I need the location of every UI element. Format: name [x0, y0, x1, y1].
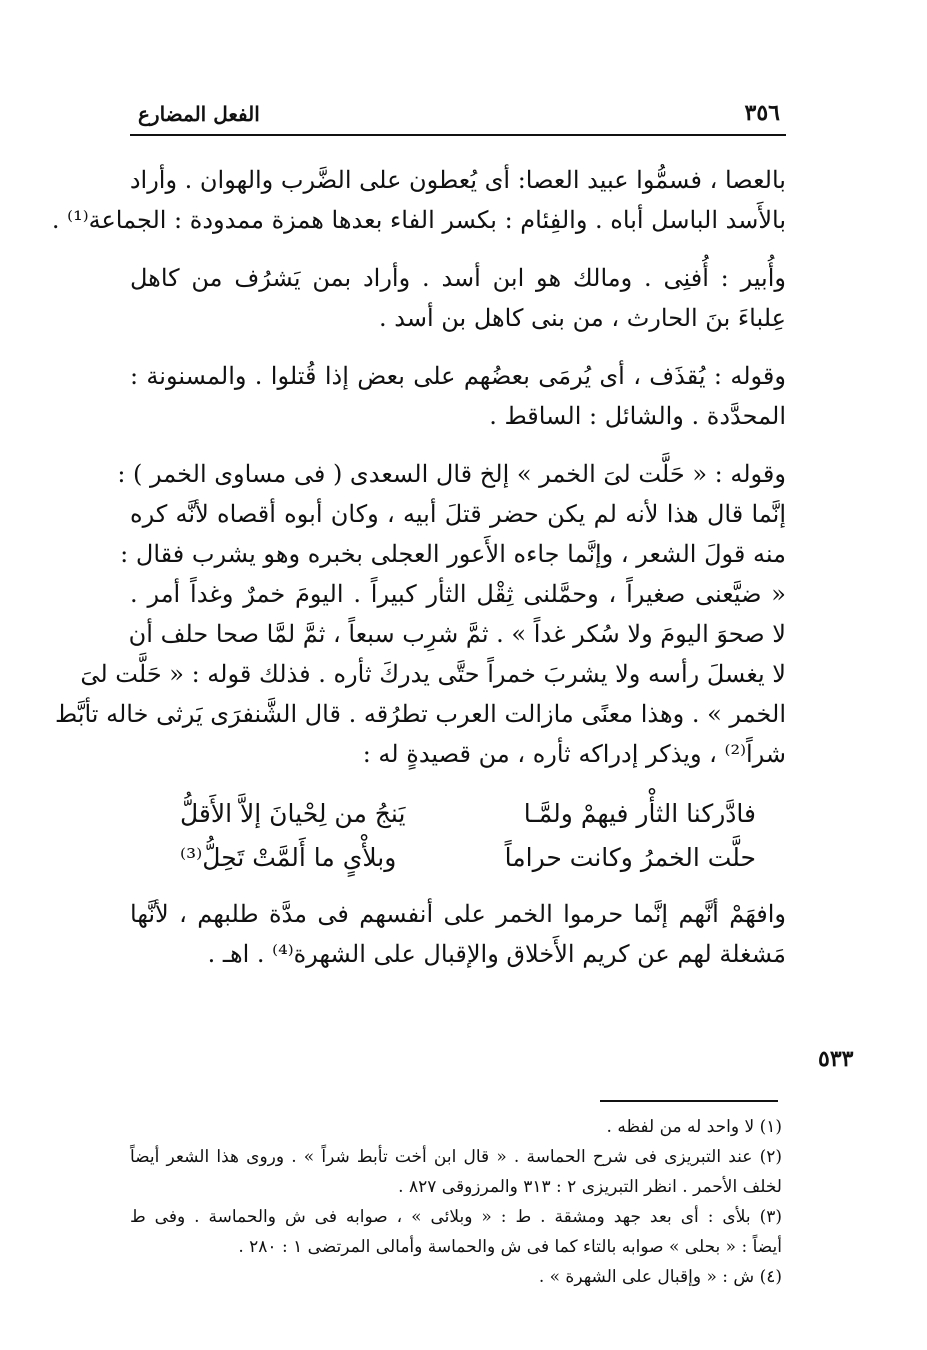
text-line: « ضيَّعنى صغيراً ، وحمَّلنى ثِقْل الثأر كبيراً . اليومَ خمرٌ وغداً أمر .: [130, 580, 786, 608]
second-hemistich: يَنجُ من لِحْيانَ إلاَّ الأَقلُّ: [180, 799, 406, 828]
text-line: منه قولَ الشعر ، وإنَّما جاءه الأَعور العجلى بخبره وهو يشرب فقال :: [120, 540, 786, 568]
main-text: [51, 160, 786, 992]
text-line: مَشغلة لهم عن كريم الأَخلاق والإقبال على الشهرة⁽⁴⁾ . اهـ .: [207, 940, 786, 968]
closing-paragraph: [130, 894, 786, 974]
paragraph-3: [130, 356, 786, 436]
text-line: بالعصا ، فسمُّوا عبيد العصا: أى يُعطون على الضَّرب والهوان . وأراد: [129, 166, 786, 194]
paragraph-2: [130, 258, 786, 338]
poem: [130, 792, 786, 880]
text-line: لا يغسلَ رأسه ولا يشربَ خمراً حتَّى يدركَ ثأره . فذلك قوله : « حَلَّت لىَ: [80, 660, 786, 688]
footnote-line: (٢) عند التبريزى فى شرح الحماسة . « قال ابن أخت تأبط شراً » . وروى هذا الشعر أيضاً: [130, 1147, 782, 1167]
first-hemistich: فادَّركنا الثأْر فيهمْ ولمَّـا: [523, 799, 756, 828]
paragraph-1: [51, 160, 786, 240]
paragraph-4: [55, 454, 786, 774]
text-line: شراً⁽²⁾ ، ويذكر إدراكه ثأره ، من قصيدةٍ له :: [362, 740, 786, 768]
text-line: إنَّما قال هذا لأنه لم يكن حضر قتلَ أبيه ، وكان أبوه أقصاه لأنَّه كره: [130, 500, 786, 528]
text-line: وأُبير : أُفنِى . ومالك هو ابن أسد . وأراد بمن يَشرُف من كاهل: [130, 264, 786, 292]
footnote-line: (٤) ش : « وإقبال على الشهرة » .: [538, 1267, 782, 1287]
footnote-line: (٣) بلأى : أى بعد جهد ومشقة . ط : « وبلائى » ، صوابه فى ش والحماسة . وفى ط: [130, 1207, 782, 1227]
footnote-line: لخلف الأحمر . انظر التبريزى ٢ : ٣١٣ والمرزوقى ٨٢٧ .: [398, 1177, 782, 1197]
verse: [130, 836, 786, 880]
text-line: لا صحوَ اليومَ ولا سُكر غداً » . ثمَّ شرِب سبعاً ، ثمَّ لمَّا صحا حلف أن: [128, 620, 786, 648]
margin-page-reference: ٥٣٣: [818, 1046, 854, 1072]
page-number: ٣٥٦: [744, 100, 780, 126]
page-header: [130, 96, 786, 136]
first-hemistich: حلَّت الخمرُ وكانت حراماً: [504, 843, 756, 872]
text-line: وافهَمْ أنَّهم إنَّما حرموا الخمر على أنفسهم فى مدَّة طلبهم ، لأنَّها: [130, 900, 786, 928]
text-line: وقوله : « حَلَّت لىَ الخمر » إلخ قال السعدى ( فى مساوى الخمر ) :: [117, 460, 786, 488]
footnotes: [130, 1112, 782, 1292]
text-line: المحدَّدة . والشائل : الساقط .: [489, 402, 786, 430]
text-line: عِلباءَ بنَ الحارث ، من بنى كاهل بن أسد .: [378, 304, 786, 332]
text-line: بالأَسد الباسل أباه . والفِئام : بكسر الفاء بعدها همزة ممدودة : الجماعة⁽¹⁾ .: [51, 206, 786, 234]
second-hemistich: وبلأْىٍ ما أَلمَّتْ تَحِلُّ⁽³⁾: [180, 843, 397, 872]
verse: [130, 792, 786, 836]
footnote-line: أيضاً : « بحلى » صوابه بالتاء كما فى ش والحماسة وأمالى المرتضى ١ : ٢٨٠ .: [238, 1237, 782, 1257]
text-line: وقوله : يُقذَف ، أى يُرمَى بعضُهم على بعض إذا قُتلوا . والمسنونة :: [130, 362, 786, 390]
running-title: الفعل المضارع: [138, 102, 260, 126]
text-line: الخمر » . وهذا معنًى مازالت العرب تطرُقه . قال الشَّنفرَى يَرثى خاله تأبَّط: [55, 700, 786, 728]
footnote-line: (١) لا واحد له من لفظه .: [606, 1117, 782, 1137]
footnote-divider: [600, 1100, 778, 1102]
